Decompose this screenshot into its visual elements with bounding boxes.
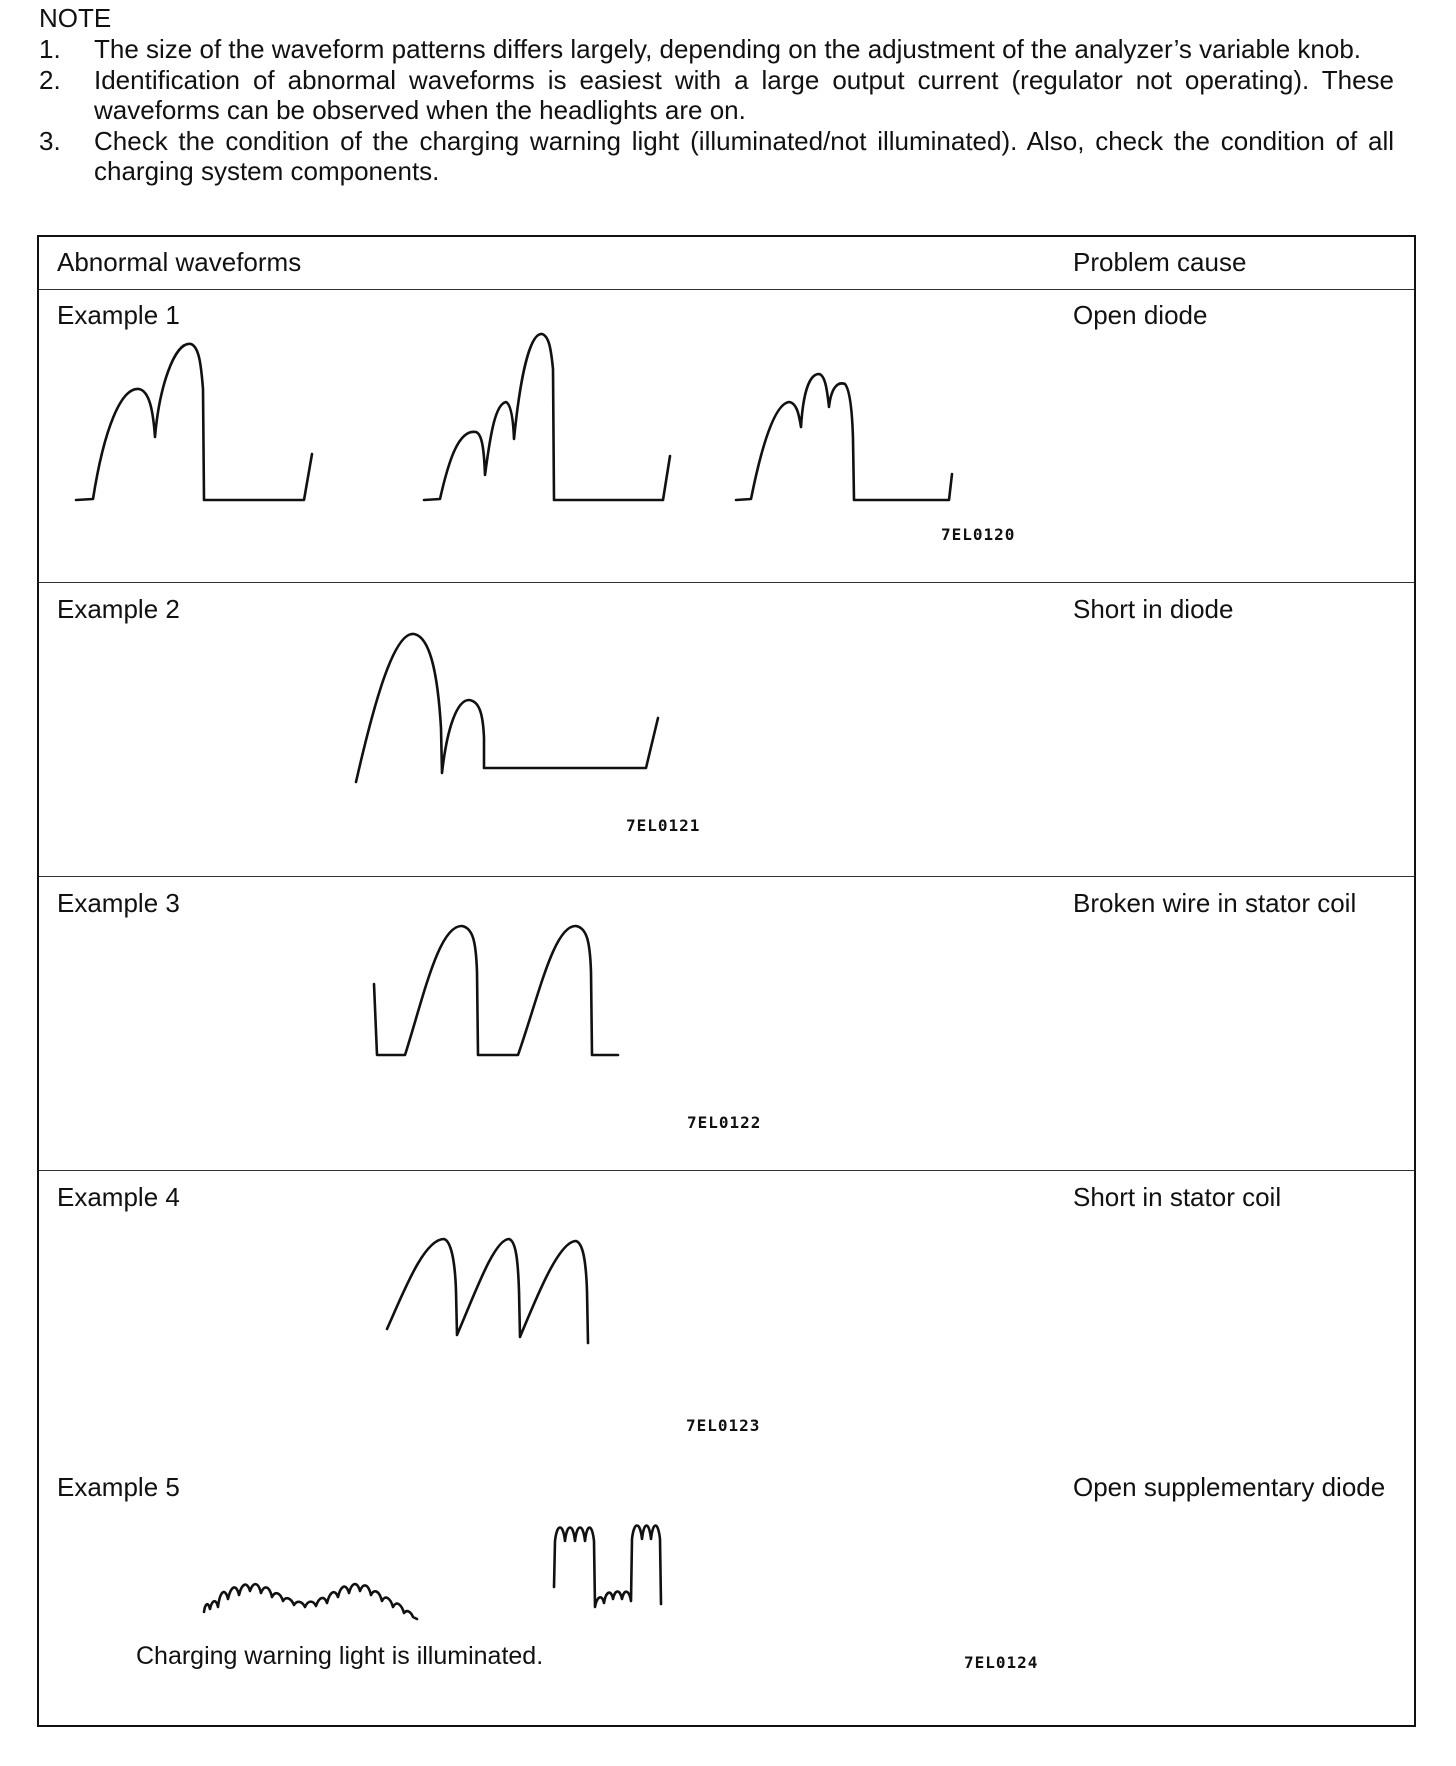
problem-cause: Open supplementary diode xyxy=(1073,1472,1386,1502)
waveform-trace xyxy=(387,1239,588,1343)
table-header xyxy=(39,237,1414,290)
note-item-text: The size of the waveform patterns differs largely, depending on the adjustment of the analyzer’s variable knob. xyxy=(94,34,1362,64)
header-problem-cause: Problem cause xyxy=(1073,247,1247,277)
waveform-diagram-example-2 xyxy=(39,583,1139,877)
figure-code: 7EL0121 xyxy=(626,816,701,835)
example-label: Example 2 xyxy=(57,594,180,624)
waveform-trace xyxy=(356,634,658,782)
figure-code: 7EL0122 xyxy=(687,1113,762,1132)
problem-cause: Short in diode xyxy=(1073,594,1234,624)
note-item-number: 1. xyxy=(39,34,61,64)
table-row-example-1 xyxy=(39,289,1414,583)
problem-cause: Short in stator coil xyxy=(1073,1182,1282,1212)
waveform-trace xyxy=(554,1526,661,1608)
waveform-trace xyxy=(204,1584,417,1619)
waveform-table xyxy=(37,235,1416,1727)
waveform-diagram-example-3 xyxy=(39,877,1139,1171)
note-title: NOTE xyxy=(39,3,112,33)
example-label: Example 3 xyxy=(57,888,180,918)
problem-cause: Open diode xyxy=(1073,300,1208,330)
note-item xyxy=(39,65,1394,125)
note-item xyxy=(39,126,1394,186)
example-label: Example 1 xyxy=(57,300,180,330)
waveform-trace xyxy=(374,926,618,1055)
figure-code: 7EL0124 xyxy=(964,1653,1039,1672)
note-item-number: 2. xyxy=(39,65,61,95)
note-item xyxy=(39,34,1394,64)
waveform-diagram-example-4 xyxy=(39,1171,1139,1461)
note-list xyxy=(39,34,1394,187)
figure-code: 7EL0123 xyxy=(686,1416,761,1435)
table-row-example-3 xyxy=(39,877,1414,1171)
note-item-text: Identification of abnormal waveforms is easiest with a large output current (regulator not operating). These waveforms can be observed when the headlights are on. xyxy=(94,65,1394,125)
example-label: Example 5 xyxy=(57,1472,180,1502)
table-row-example-4 xyxy=(39,1171,1414,1461)
waveform-diagram-example-5 xyxy=(39,1461,1139,1727)
note-item-number: 3. xyxy=(39,126,61,156)
waveform-trace xyxy=(76,344,312,500)
figure-code: 7EL0120 xyxy=(941,525,1016,544)
table-row-example-2 xyxy=(39,583,1414,877)
table-row-example-5 xyxy=(39,1461,1414,1727)
problem-cause: Broken wire in stator coil xyxy=(1073,888,1357,918)
note-item-text: Check the condition of the charging warning light (illuminated/not illuminated). Also, check the condition of all charging system components. xyxy=(94,126,1394,186)
waveform-trace xyxy=(736,374,952,500)
example-caption: Charging warning light is illuminated. xyxy=(136,1642,544,1670)
example-label: Example 4 xyxy=(57,1182,180,1212)
waveform-trace xyxy=(424,334,670,500)
header-abnormal-waveforms: Abnormal waveforms xyxy=(57,247,302,277)
